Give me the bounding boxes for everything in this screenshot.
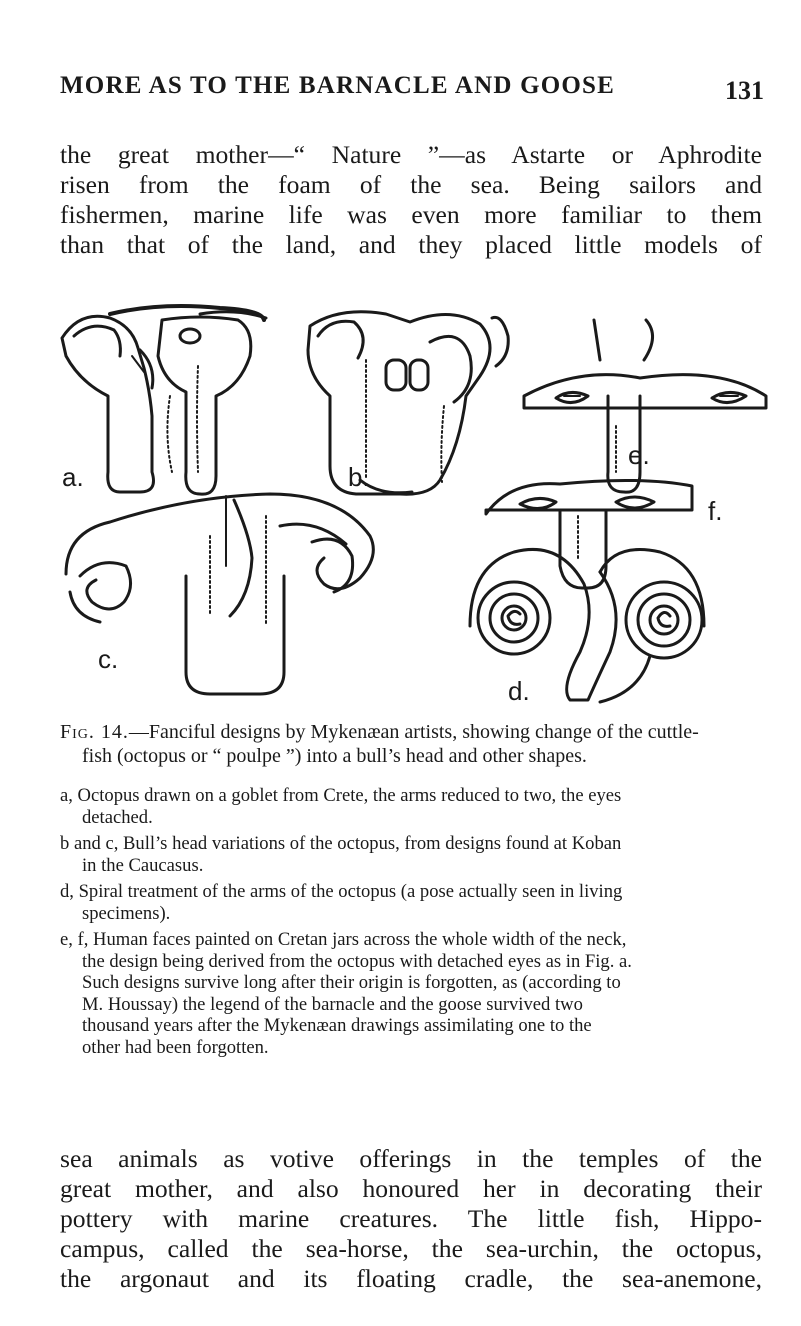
note-line: b and c, Bull’s head variations of the octopus, from designs found at Koban xyxy=(60,833,622,854)
figure-label-b: b. xyxy=(348,462,370,492)
text-line: great mother, and also honoured her in decorating their xyxy=(60,1174,762,1203)
page-number: 131 xyxy=(725,76,764,105)
figure-label-e: e. xyxy=(628,440,650,470)
design-b-illustration xyxy=(308,312,508,495)
note-line: specimens). xyxy=(82,902,171,924)
note-line: M. Houssay) the legend of the barnacle and the goose survived two xyxy=(82,993,583,1015)
text-line: risen from the foam of the sea. Being sailors and xyxy=(60,170,762,199)
note-line: e, f, Human faces painted on Cretan jars across the whole width of the neck, xyxy=(60,929,627,950)
note-a xyxy=(60,785,764,828)
figure-label-a: a. xyxy=(62,462,84,492)
note-d xyxy=(60,881,764,924)
note-b-c xyxy=(60,833,764,876)
text-line: the great mother—“ Nature ”—as Astarte or Aphrodite xyxy=(60,140,762,169)
design-d-f-illustration xyxy=(470,480,704,702)
running-head: MORE AS TO THE BARNACLE AND GOOSE xyxy=(60,72,616,99)
note-line: in the Caucasus. xyxy=(82,854,204,876)
caption-line: Fig. 14.—Fanciful designs by Mykenæan artists, showing change of the cuttle- xyxy=(60,721,699,743)
caption-line: fish (octopus or “ poulpe ”) into a bull’s head and other shapes. xyxy=(82,745,587,767)
page-header xyxy=(60,72,764,112)
note-line: other had been forgotten. xyxy=(82,1036,269,1058)
note-line: Such designs survive long after their origin is forgotten, as (according to xyxy=(82,972,621,993)
note-line: the design being derived from the octopus with detached eyes as in Fig. a. xyxy=(82,950,632,972)
text-line: fishermen, marine life was even more familiar to them xyxy=(60,200,762,229)
design-a-illustration xyxy=(62,306,266,494)
text-line: than that of the land, and they placed little models of xyxy=(60,230,762,259)
figure-label-c: c. xyxy=(98,644,119,674)
figure-caption xyxy=(60,720,764,768)
paragraph-top xyxy=(60,140,762,260)
figure-octopus-designs xyxy=(40,296,780,716)
figure-label-f: f. xyxy=(708,496,723,526)
text-line: the argonaut and its floating cradle, the sea-anemone, xyxy=(60,1264,762,1293)
text-line: pottery with marine creatures. The little fish, Hippo- xyxy=(60,1204,762,1233)
text-line: sea animals as votive offerings in the temples of the xyxy=(60,1144,762,1173)
note-line: a, Octopus drawn on a goblet from Crete, the arms reduced to two, the eyes xyxy=(60,785,622,806)
figure-number: Fig. 14. xyxy=(60,721,129,743)
figure-label-d: d. xyxy=(508,676,530,706)
text-line: campus, called the sea-horse, the sea-urchin, the octopus, xyxy=(60,1234,762,1263)
note-line: d, Spiral treatment of the arms of the octopus (a pose actually seen in living xyxy=(60,881,623,902)
note-e-f xyxy=(60,929,764,1058)
note-line: thousand years after the Mykenæan drawings assimilating one to the xyxy=(82,1015,592,1036)
paragraph-bottom xyxy=(60,1144,762,1294)
note-line: detached. xyxy=(82,806,153,828)
